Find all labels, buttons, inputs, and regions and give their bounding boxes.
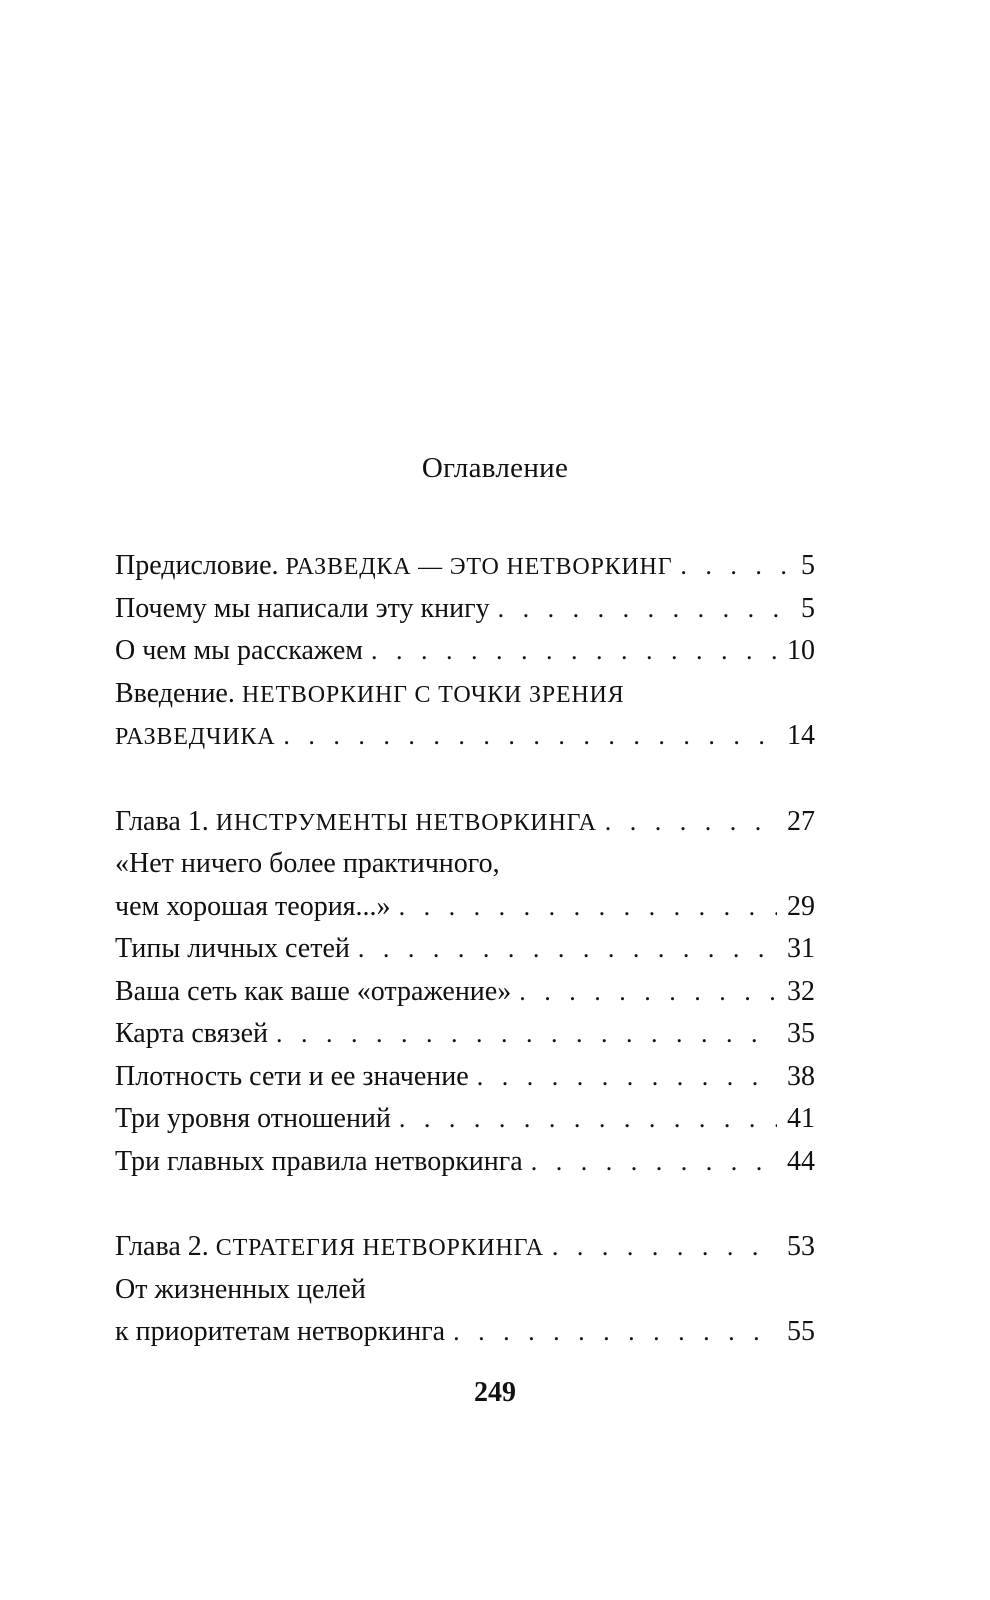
leader-dots xyxy=(680,545,791,588)
toc-title: Оглавление xyxy=(421,452,569,484)
leader-dots xyxy=(531,1141,777,1184)
toc-entry-label: Три главных правила нетворкинга xyxy=(115,1145,523,1177)
toc-page-number: 5 xyxy=(801,592,815,624)
toc-page-number: 35 xyxy=(787,1018,815,1049)
toc-entry-label xyxy=(115,1226,544,1270)
toc-entry-life-goals-line1[interactable] xyxy=(115,1269,815,1312)
page-number: 249 xyxy=(474,1377,516,1408)
toc-entry-label: Почему мы написали эту книгу xyxy=(115,592,490,624)
toc-page-number: 31 xyxy=(787,933,815,964)
leader-dots xyxy=(283,715,777,758)
toc-entry-caps-title: ИНСТРУМЕНТЫ НЕТВОРКИНГА xyxy=(215,809,597,836)
section-gap xyxy=(115,758,815,801)
toc-entry-caps-title: НЕТВОРКИНГ С ТОЧКИ ЗРЕНИЯ xyxy=(241,681,625,708)
leader-dots xyxy=(399,1098,777,1141)
toc-page-number: 14 xyxy=(787,720,815,751)
toc-entry-label: О чем мы расскажем xyxy=(115,635,363,666)
toc-entry-life-goals-line2[interactable] xyxy=(115,1311,815,1354)
toc-entry-theory-line2[interactable] xyxy=(115,886,815,929)
leader-dots xyxy=(276,1013,777,1056)
toc-entry-network-types[interactable] xyxy=(115,928,815,971)
toc-entry-what-we-tell[interactable] xyxy=(115,630,815,673)
toc-entry-caps-title: РАЗВЕДКА — ЭТО НЕТВОРКИНГ xyxy=(285,554,673,580)
toc-entry-label: От жизненных целей xyxy=(115,1273,366,1305)
toc-entry-label: к приоритетам нетворкинга xyxy=(115,1316,446,1347)
toc-entry-label: чем хорошая теория...» xyxy=(115,890,391,922)
toc-page-number: 38 xyxy=(787,1060,815,1092)
leader-dots xyxy=(371,630,777,673)
toc-page-number: 53 xyxy=(787,1231,815,1262)
toc-entry-prefix: Глава 1. xyxy=(115,805,209,837)
toc-entry-label xyxy=(115,801,597,845)
toc-entry-three-levels[interactable] xyxy=(115,1098,815,1141)
toc-entry-three-rules[interactable] xyxy=(115,1141,815,1184)
leader-dots xyxy=(605,801,777,844)
toc-entry-network-density[interactable] xyxy=(115,1056,815,1099)
toc-page-number: 27 xyxy=(787,805,815,837)
toc-entry-prefix: Введение. xyxy=(115,677,235,709)
toc-page-number: 29 xyxy=(787,890,815,922)
toc-entry-prefix: Предисловие. xyxy=(115,550,279,581)
toc-entry-label: Плотность сети и ее значение xyxy=(115,1060,469,1092)
toc-entry-prefix: Глава 2. xyxy=(115,1231,209,1262)
toc-page-number: 41 xyxy=(787,1103,815,1134)
toc-entry-introduction-line2[interactable] xyxy=(115,715,815,758)
toc-entry-label: Типы личных сетей xyxy=(115,933,350,964)
toc-entry-label xyxy=(115,545,672,589)
section-gap xyxy=(115,1183,815,1226)
toc-page-number: 5 xyxy=(801,550,815,581)
toc-page-number: 32 xyxy=(787,975,815,1007)
toc-entry-connections-map[interactable] xyxy=(115,1013,815,1056)
toc-entry-why-we-wrote[interactable] xyxy=(115,588,815,631)
toc-entry-chapter-1[interactable] xyxy=(115,801,815,844)
toc-entry-label: Карта связей xyxy=(115,1018,269,1049)
leader-dots xyxy=(552,1226,777,1269)
toc-entry-reflection[interactable] xyxy=(115,971,815,1014)
toc-page-number: 55 xyxy=(787,1316,815,1347)
toc-entry-caps-title: РАЗВЕДЧИКА xyxy=(115,724,276,750)
leader-dots xyxy=(519,971,777,1014)
table-of-contents xyxy=(115,545,815,1354)
toc-page-number: 44 xyxy=(787,1145,815,1177)
toc-entry-label: Три уровня отношений xyxy=(115,1103,391,1134)
toc-entry-preface[interactable] xyxy=(115,545,815,588)
toc-page-number: 10 xyxy=(787,635,815,666)
leader-dots xyxy=(477,1056,777,1099)
leader-dots xyxy=(453,1311,777,1354)
leader-dots xyxy=(498,588,791,631)
toc-entry-label: «Нет ничего более практичного, xyxy=(115,848,500,879)
toc-entry-introduction-line1[interactable] xyxy=(115,673,815,716)
toc-entry-chapter-2[interactable] xyxy=(115,1226,815,1269)
leader-dots xyxy=(358,928,777,971)
toc-entry-caps-title: СТРАТЕГИЯ НЕТВОРКИНГА xyxy=(215,1235,544,1261)
leader-dots xyxy=(399,886,777,929)
toc-entry-theory-line1[interactable] xyxy=(115,843,815,886)
toc-entry-label: Ваша сеть как ваше «отражение» xyxy=(115,975,512,1007)
